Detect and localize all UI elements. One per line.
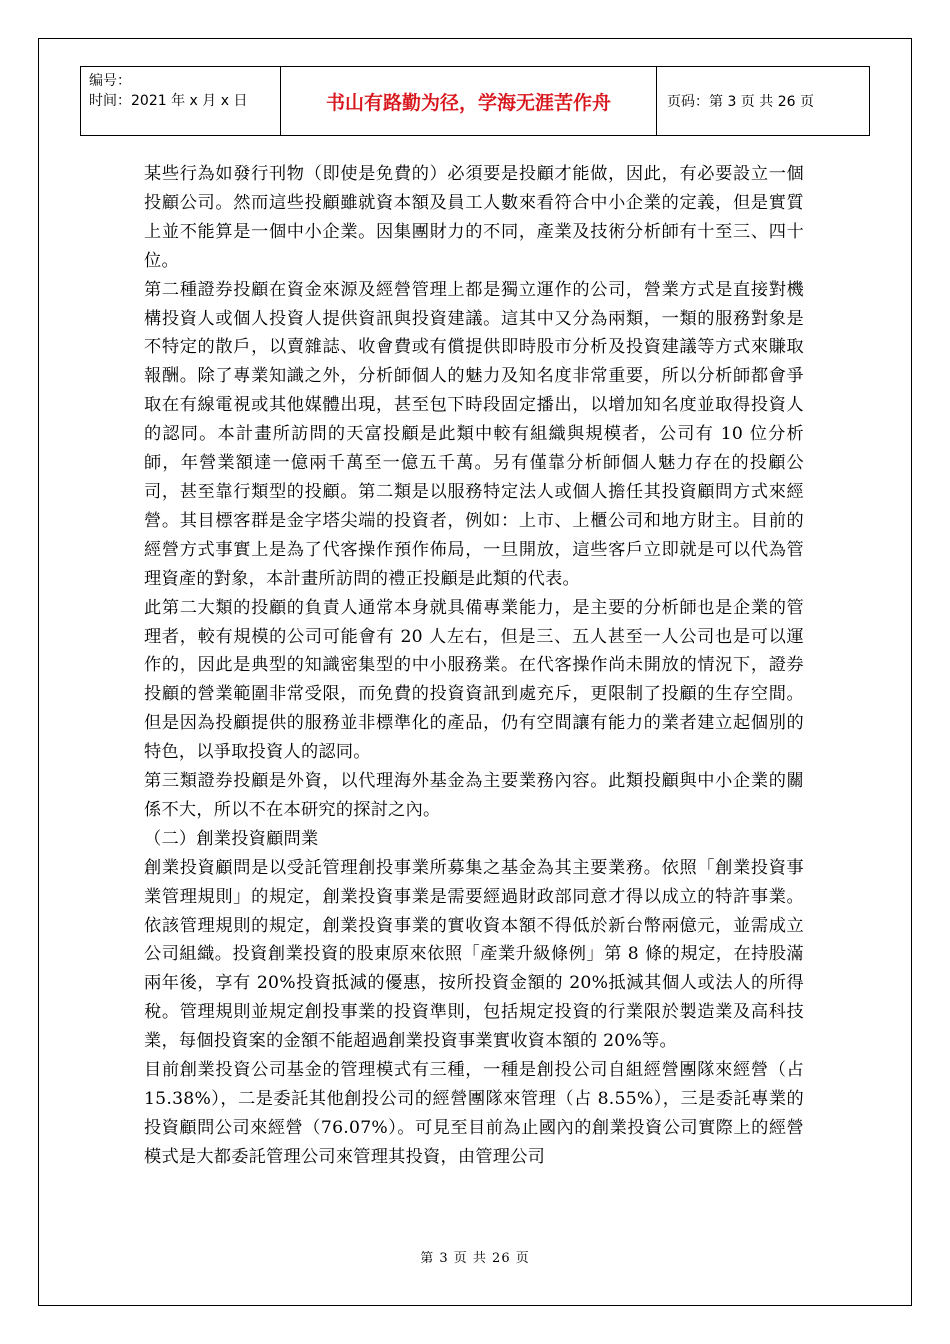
paragraph: 第二種證券投顧在資金來源及經營管理上都是獨立運作的公司，營業方式是直接對機構投資人或個人投資人提供資訊與投資建議。這其中又分為兩類，一類的服務對象是不特定的散戶，以賣雜誌、收會費或有償提供即時股市分析及投資建議等方式來賺取報酬。除了專業知識之外，分析師個人的魅力及知名度非常重要，所以分析師都會爭取在有線電視或其他媒體出現，甚至包下時段固定播出，以增加知名度並取得投資人的認同。本計畫所訪問的天富投顧是此類中較有組織與規模者，公司有 10 位分析師，年營業額達一億兩千萬至一億五千萬。另有僅靠分析師個人魅力存在的投顧公司，甚至靠行類型的投顧。第二類是以服務特定法人或個人擔任其投資顧問方式來經營。其目標客群是金字塔尖端的投資者，例如：上市、上櫃公司和地方財主。目前的經營方式事實上是為了代客操作預作佈局，一旦開放，這些客戶立即就是可以代為管理資產的對象，本計畫所訪問的禮正投顧是此類的代表。 <box>144 279 804 589</box>
page-header <box>80 66 870 136</box>
header-time: 时间：2021 年 x 月 x 日 <box>89 93 248 109</box>
header-page-info: 页码：第 3 页 共 26 页 <box>667 94 814 110</box>
paragraph: 某些行為如發行刊物（即使是免費的）必須要是投顧才能做，因此，有必要設立一個投顧公司。然而這些投顧雖就資本額及員工人數來看符合中小企業的定義，但是實質上並不能算是一個中小企業。因集團財力的不同，產業及技術分析師有十至三、四十位。 <box>144 164 804 271</box>
document-body <box>144 160 804 1172</box>
page-footer: 第 3 页 共 26 页 <box>420 1251 530 1266</box>
header-meta <box>81 67 281 135</box>
header-number: 编号： <box>89 73 131 89</box>
paragraph: 目前創業投資公司基金的管理模式有三種，一種是創投公司自組經營團隊來經營（占 15.38%），二是委託其他創投公司的經營團隊來管理（占 8.55%），三是委託專業的投資顧問公司來經營（76.07%）。可見至目前為止國內的創業投資公司實際上的經營模式是大都委託管理公司來管理其投資，由管理公司 <box>144 1060 804 1167</box>
paragraph: 創業投資顧問是以受託管理創投事業所募集之基金為其主要業務。依照「創業投資事業管理規則」的規定，創業投資事業是需要經過財政部同意才得以成立的特許事業。依該管理規則的規定，創業投資事業的實收資本額不得低於新台幣兩億元，並需成立公司組織。投資創業投資的股東原來依照「產業升級條例」第 8 條的規定，在持股滿兩年後，享有 20%投資抵減的優惠，按所投資金額的 20%抵減其個人或法人的所得稅。管理規則並規定創投事業的投資準則，包括規定投資的行業限於製造業及高科技業，每個投資案的金額不能超過創業投資事業實收資本額的 20%等。 <box>144 857 804 1052</box>
section-heading: （二）創業投資顧問業 <box>144 828 319 849</box>
paragraph: 此第二大類的投顧的負責人通常本身就具備專業能力，是主要的分析師也是企業的管理者，較有規模的公司可能會有 20 人左右，但是三、五人甚至一人公司也是可以運作的，因此是典型的知識密集型的中小服務業。在代客操作尚未開放的情況下，證券投顧的營業範圍非常受限，而免費的投資資訊到處充斥，更限制了投顧的生存空間。但是因為投顧提供的服務並非標準化的產品，仍有空間讓有能力的業者建立起個別的特色，以爭取投資人的認同。 <box>144 597 804 763</box>
header-motto: 书山有路勤为径，学海无涯苦作舟 <box>281 67 657 135</box>
paragraph: 第三類證券投顧是外資，以代理海外基金為主要業務內容。此類投顧與中小企業的關係不大，所以不在本研究的探討之內。 <box>144 771 804 820</box>
